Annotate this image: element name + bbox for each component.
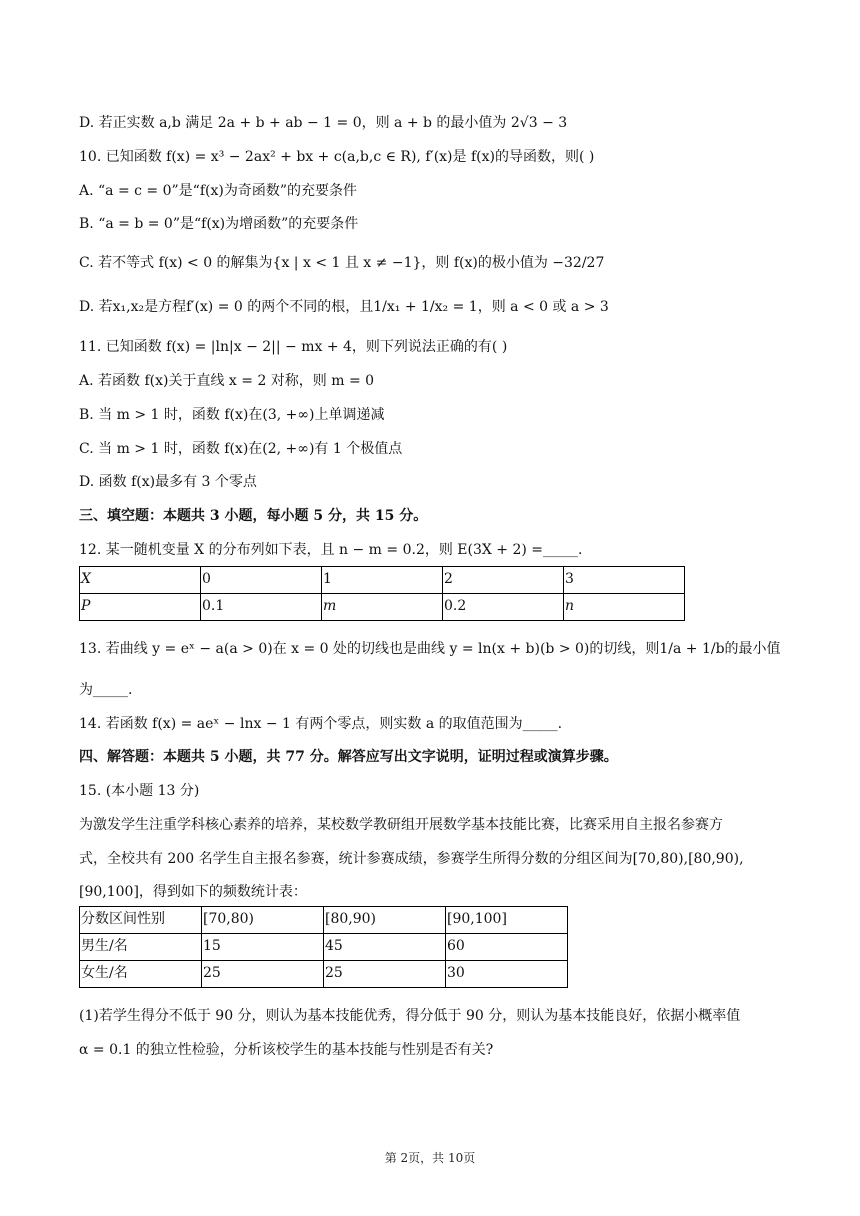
question-15-part-1-continued: α = 0.1 的独立性检验，分析该校学生的基本技能与性别是否有关? bbox=[79, 1042, 494, 1058]
table-row bbox=[80, 907, 568, 934]
table-cell: 25 bbox=[202, 961, 324, 988]
table-cell: 男生/名 bbox=[80, 934, 202, 961]
table-cell: [80,90) bbox=[324, 907, 446, 934]
table-cell: 0.2 bbox=[443, 594, 564, 621]
table-cell: 60 bbox=[446, 934, 568, 961]
table-cell: [90,100] bbox=[446, 907, 568, 934]
page-footer: 第 2页，共 10页 bbox=[384, 1151, 476, 1165]
option-10d: D. 若x₁,x₂是方程f′(x) = 0 的两个不同的根，且1/x₁ + 1/x₂ = 1，则 a < 0 或 a > 3 bbox=[79, 299, 609, 315]
option-11d: D. 函数 f(x)最多有 3 个零点 bbox=[79, 474, 257, 490]
table-cell: 0 bbox=[201, 567, 322, 594]
distribution-table bbox=[79, 566, 685, 621]
question-13-continued: 为_____. bbox=[79, 682, 133, 698]
frequency-table bbox=[79, 906, 568, 988]
table-cell: m bbox=[322, 594, 443, 621]
table-cell: P bbox=[80, 594, 201, 621]
table-cell: 25 bbox=[324, 961, 446, 988]
table-cell: 45 bbox=[324, 934, 446, 961]
question-13: 13. 若曲线 y = eˣ − a(a > 0)在 x = 0 处的切线也是曲线 y = ln(x + b)(b > 0)的切线，则1/a + 1/b的最小值 bbox=[79, 641, 781, 657]
question-10: 10. 已知函数 f(x) = x³ − 2ax² + bx + c(a,b,c ∈ R), f′(x)是 f(x)的导函数，则( ) bbox=[79, 149, 595, 165]
question-15-text-1: 为激发学生注重学科核心素养的培养，某校数学教研组开展数学基本技能比赛，比赛采用自主报名参赛方 bbox=[79, 817, 723, 833]
table-row bbox=[80, 934, 568, 961]
table-cell: 2 bbox=[443, 567, 564, 594]
question-15-part-1: (1)若学生得分不低于 90 分，则认为基本技能优秀，得分低于 90 分，则认为基本技能良好，依据小概率值 bbox=[79, 1008, 741, 1024]
option-11a: A. 若函数 f(x)关于直线 x = 2 对称，则 m = 0 bbox=[79, 373, 375, 389]
table-cell: 1 bbox=[322, 567, 443, 594]
question-12: 12. 某一随机变量 X 的分布列如下表，且 n − m = 0.2，则 E(3X + 2) =_____. bbox=[79, 542, 583, 558]
question-15-text-2: 式，全校共有 200 名学生自主报名参赛，统计参赛成绩，参赛学生所得分数的分组区间为[70,80),[80,90), bbox=[79, 851, 744, 867]
question-15-header: 15. (本小题 13 分) bbox=[79, 783, 200, 799]
table-cell: 分数区间性别 bbox=[80, 907, 202, 934]
option-10b: B. “a = b = 0”是“f(x)为增函数”的充要条件 bbox=[79, 216, 359, 232]
table-cell: 15 bbox=[202, 934, 324, 961]
question-14: 14. 若函数 f(x) = aeˣ − lnx − 1 有两个零点，则实数 a 的取值范围为_____. bbox=[79, 716, 563, 732]
table-cell: 女生/名 bbox=[80, 961, 202, 988]
table-cell: 3 bbox=[564, 567, 685, 594]
section-fill-in-heading: 三、填空题：本题共 3 小题，每小题 5 分，共 15 分。 bbox=[79, 508, 428, 524]
table-cell: 0.1 bbox=[201, 594, 322, 621]
option-10a: A. “a = c = 0”是“f(x)为奇函数”的充要条件 bbox=[79, 183, 357, 199]
table-row bbox=[80, 567, 685, 594]
section-answer-heading: 四、解答题：本题共 5 小题，共 77 分。解答应写出文字说明，证明过程或演算步骤。 bbox=[79, 749, 618, 765]
table-cell: 30 bbox=[446, 961, 568, 988]
question-11: 11. 已知函数 f(x) = |ln|x − 2|| − mx + 4，则下列说法正确的有( ) bbox=[79, 339, 508, 355]
option-9d: D. 若正实数 a,b 满足 2a + b + ab − 1 = 0，则 a + b 的最小值为 2√3 − 3 bbox=[79, 115, 568, 131]
table-cell: [70,80) bbox=[202, 907, 324, 934]
table-cell: n bbox=[564, 594, 685, 621]
question-15-text-3: [90,100]，得到如下的频数统计表： bbox=[79, 884, 307, 900]
table-row bbox=[80, 594, 685, 621]
option-11b: B. 当 m > 1 时，函数 f(x)在(3, +∞)上单调递减 bbox=[79, 407, 385, 423]
option-10c: C. 若不等式 f(x) < 0 的解集为{x | x < 1 且 x ≠ −1}，则 f(x)的极小值为 −32/27 bbox=[79, 255, 605, 271]
table-row bbox=[80, 961, 568, 988]
option-11c: C. 当 m > 1 时，函数 f(x)在(2, +∞)有 1 个极值点 bbox=[79, 441, 403, 457]
table-cell: X bbox=[80, 567, 201, 594]
